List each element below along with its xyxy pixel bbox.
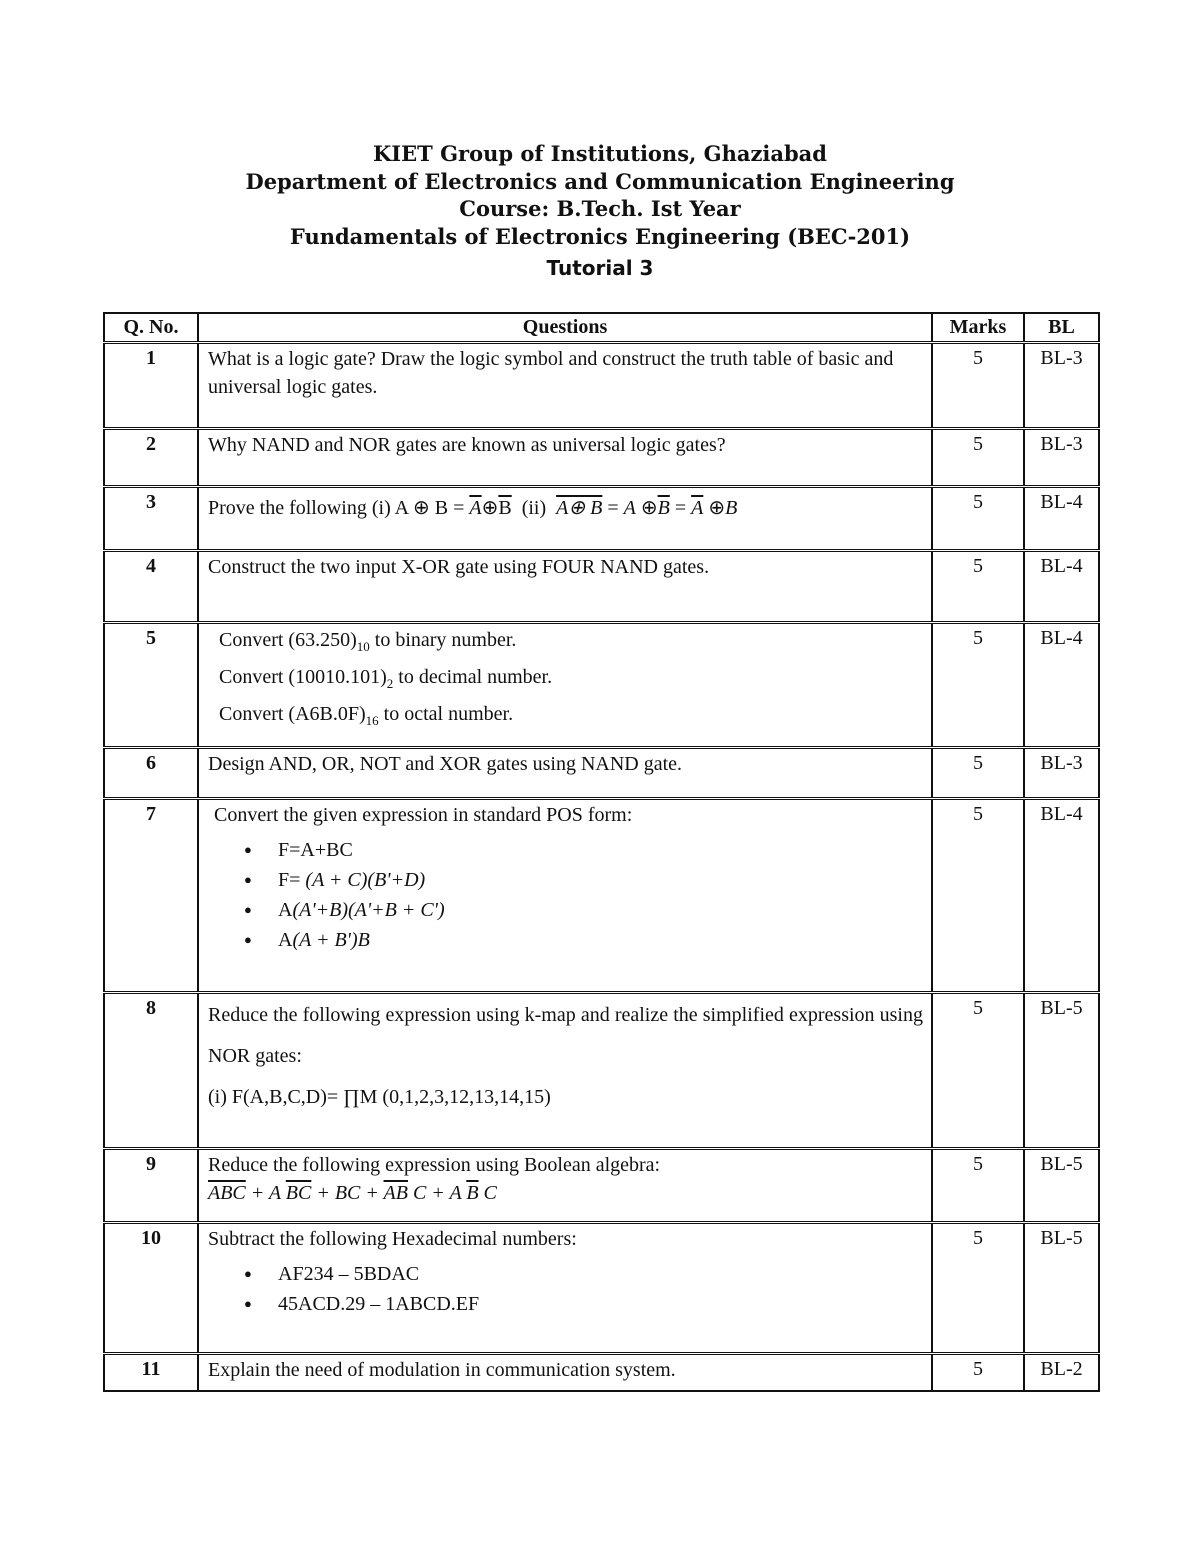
question-prompt: Reduce the following expression using Boolean algebra: [208,1154,661,1176]
marks-value: 5 [932,487,1024,551]
header-questions: Questions [198,313,932,343]
list-item: ● F=A+BC [278,835,923,865]
marks-value: 5 [932,1354,1024,1391]
bl-value: BL-4 [1024,623,1099,748]
bl-value: BL-5 [1024,1223,1099,1354]
tutorial-title: Tutorial 3 [546,256,654,280]
question-text [198,623,932,748]
question-line: Convert $(63.250)_{10}$ to binary number. [219,629,517,654]
subtraction-list [208,1259,923,1319]
table-row [104,487,1099,551]
question-subpart: (i) F(A,B,C,D)= ∏M (0,1,2,3,12,13,14,15) [208,1086,551,1108]
marks-value: 5 [932,1223,1024,1354]
question-prompt: Reduce the following expression using k-map and realize the simplified expression using NOR gates: [208,1004,923,1067]
question-number: 11 [104,1354,198,1391]
bl-value: BL-3 [1024,343,1099,429]
marks-value: 5 [932,429,1024,487]
question-number: 4 [104,551,198,623]
question-prompt: Subtract the following Hexadecimal numbers: [208,1228,577,1250]
list-item: ● AF234 – 5BDAC [278,1259,923,1289]
document-header [0,140,1200,283]
question-number: 8 [104,993,198,1149]
question-text: Design AND, OR, NOT and XOR gates using NAND gate. [198,748,932,799]
question-text [198,1223,932,1354]
marks-value: 5 [932,748,1024,799]
table-row [104,343,1099,429]
marks-value: 5 [932,993,1024,1149]
list-item: ● F= (A + C)(B'+D) [278,865,923,895]
question-number: 3 [104,487,198,551]
question-text: Prove the following (i) A ⊕ $B = \overline{A}\oplus\overline{B}$ (ii) A⊕ B = A $\oplus\overline{B} = \overline{A}$ ⊕B [198,487,932,551]
list-item: ● 45ACD.29 – 1ABCD.EF [278,1289,923,1319]
table-row [104,429,1099,487]
table-header-row [104,313,1099,343]
questions-table [103,312,1100,1392]
marks-value: 5 [932,1149,1024,1223]
question-text: Explain the need of modulation in communication system. [198,1354,932,1391]
header-qno: Q. No. [104,313,198,343]
question-line: Convert $(10010.101)_2$ to decimal number. [219,666,553,691]
table-row [104,551,1099,623]
question-prompt: Convert the given expression in standard POS form: [214,804,633,826]
question-number: 7 [104,799,198,993]
marks-value: 5 [932,343,1024,429]
question-text: Why NAND and NOR gates are known as universal logic gates? [198,429,932,487]
institution-title: KIET Group of Institutions, Ghaziabad [373,141,827,166]
marks-value: 5 [932,623,1024,748]
bl-value: BL-5 [1024,1149,1099,1223]
bl-value: BL-3 [1024,748,1099,799]
question-text: Construct the two input X-OR gate using FOUR NAND gates. [198,551,932,623]
marks-value: 5 [932,799,1024,993]
question-number: 6 [104,748,198,799]
boolean-expression: $\overline{ABC} + A$ $\overline{BC}$ + BC + $\overline{AB}$ C + A $\overline{B}$ C [208,1182,497,1204]
table-row [104,799,1099,993]
table-row [104,748,1099,799]
question-text: What is a logic gate? Draw the logic symbol and construct the truth table of basic and universal logic gates. [198,343,932,429]
question-number: 9 [104,1149,198,1223]
bl-value: BL-4 [1024,487,1099,551]
expression-list [208,835,923,955]
header-bl: BL [1024,313,1099,343]
question-number: 2 [104,429,198,487]
table-row [104,993,1099,1149]
question-number: 10 [104,1223,198,1354]
question-text [198,993,932,1149]
marks-value: 5 [932,551,1024,623]
question-number: 1 [104,343,198,429]
bl-value: BL-5 [1024,993,1099,1149]
course-title: Course: B.Tech. Ist Year [459,196,741,221]
list-item: ● A(A + B')B [278,925,923,955]
bl-value: BL-4 [1024,551,1099,623]
bl-value: BL-2 [1024,1354,1099,1391]
department-title: Department of Electronics and Communication Engineering [245,168,955,194]
bl-value: BL-4 [1024,799,1099,993]
bl-value: BL-3 [1024,429,1099,487]
table-row [104,1223,1099,1354]
question-prefix: Prove the following (i) A ⊕ B = [208,497,470,519]
question-text [198,799,932,993]
list-item: ● A(A'+B)(A'+B + C') [278,895,923,925]
question-text [198,1149,932,1223]
question-number: 5 [104,623,198,748]
header-marks: Marks [932,313,1024,343]
subject-title: Fundamentals of Electronics Engineering (BEC-201) [289,223,911,249]
table-row [104,623,1099,748]
table-row [104,1149,1099,1223]
question-line: Convert $(A6B.0F)_{16}$ to octal number. [219,703,514,728]
table-row [104,1354,1099,1391]
